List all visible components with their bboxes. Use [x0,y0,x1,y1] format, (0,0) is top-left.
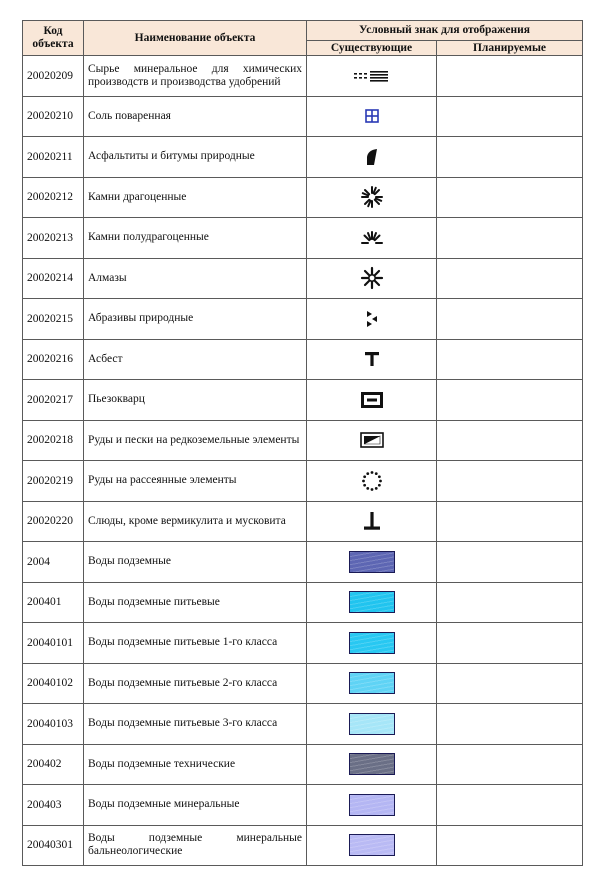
object-name: Руды и пески на редкоземельные элементы [84,420,307,461]
asphaltites-bitumen-icon [365,148,379,166]
object-code: 20040101 [23,623,84,664]
table-row [23,704,583,745]
planned-symbol-cell [437,785,583,826]
object-name: Соль поваренная [84,96,307,137]
table-row [23,461,583,502]
object-code: 20020216 [23,339,84,380]
table-salt-icon [365,109,379,123]
rare-earth-ores-icon [360,432,384,448]
header-symbol-group: Условный знак для отображения [307,21,583,41]
table-row [23,177,583,218]
planned-symbol-cell [437,704,583,745]
object-code: 200401 [23,582,84,623]
table-row [23,623,583,664]
planned-symbol-cell [437,623,583,664]
table-row [23,380,583,421]
object-name: Воды подземные питьевые [84,582,307,623]
natural-abrasives-icon [364,309,380,329]
drinking-class1-swatch [349,632,395,654]
table-row [23,501,583,542]
precious-stones-icon [360,185,384,209]
object-name: Воды подземные минеральные [84,785,307,826]
drinking-groundwater-swatch [349,591,395,613]
table-row [23,785,583,826]
object-name: Сырье минеральное для химических производств и производства удобрений [84,56,307,97]
object-name: Абразивы природные [84,299,307,340]
mica-icon [363,511,381,531]
header-existing: Существующие [307,41,437,56]
semiprecious-stones-icon [360,230,384,246]
object-code: 20020215 [23,299,84,340]
planned-symbol-cell [437,96,583,137]
object-name: Алмазы [84,258,307,299]
table-row [23,96,583,137]
object-code: 20020209 [23,56,84,97]
object-name: Воды подземные питьевые 3-го класса [84,704,307,745]
object-code: 20020219 [23,461,84,502]
piezoquartz-icon [361,392,383,408]
table-row [23,542,583,583]
object-code: 20020211 [23,137,84,178]
object-code: 20040102 [23,663,84,704]
planned-symbol-cell [437,299,583,340]
object-code: 2004 [23,542,84,583]
object-name: Воды подземные минеральные бальнеологические [84,825,307,866]
mineral-groundwater-swatch [349,794,395,816]
trace-element-ores-icon [361,470,383,492]
object-name: Воды подземные [84,542,307,583]
object-code: 20020213 [23,218,84,259]
table-row [23,420,583,461]
table-row [23,339,583,380]
drinking-class2-swatch [349,672,395,694]
groundwater-swatch [349,551,395,573]
object-name: Асфальтиты и битумы природные [84,137,307,178]
object-code: 20040301 [23,825,84,866]
planned-symbol-cell [437,137,583,178]
asbestos-icon [364,351,380,367]
planned-symbol-cell [437,501,583,542]
header-name: Наименование объекта [84,21,307,56]
chemical-raw-materials-icon [354,70,390,82]
table-row [23,137,583,178]
table-row [23,663,583,704]
object-name: Пьезокварц [84,380,307,421]
planned-symbol-cell [437,420,583,461]
object-code: 20020214 [23,258,84,299]
object-code: 200402 [23,744,84,785]
object-code: 20020218 [23,420,84,461]
header-planned: Планируемые [437,41,583,56]
object-code: 20020212 [23,177,84,218]
planned-symbol-cell [437,56,583,97]
planned-symbol-cell [437,461,583,502]
object-code: 20020210 [23,96,84,137]
planned-symbol-cell [437,663,583,704]
planned-symbol-cell [437,258,583,299]
planned-symbol-cell [437,825,583,866]
drinking-class3-swatch [349,713,395,735]
diamonds-icon [360,266,384,290]
planned-symbol-cell [437,218,583,259]
planned-symbol-cell [437,380,583,421]
object-name: Воды подземные технические [84,744,307,785]
object-name: Воды подземные питьевые 1-го класса [84,623,307,664]
legend-table [22,20,583,866]
table-row [23,582,583,623]
planned-symbol-cell [437,582,583,623]
object-name: Камни полудрагоценные [84,218,307,259]
object-code: 20020217 [23,380,84,421]
table-row [23,744,583,785]
table-row [23,258,583,299]
object-name: Слюды, кроме вермикулита и мусковита [84,501,307,542]
header-code: Код объекта [23,21,84,56]
table-row [23,56,583,97]
table-row [23,299,583,340]
balneological-groundwater-swatch [349,834,395,856]
object-name: Руды на рассеянные элементы [84,461,307,502]
object-name: Асбест [84,339,307,380]
technical-groundwater-swatch [349,753,395,775]
planned-symbol-cell [437,542,583,583]
table-row [23,825,583,866]
object-name: Воды подземные питьевые 2-го класса [84,663,307,704]
planned-symbol-cell [437,177,583,218]
object-code: 20020220 [23,501,84,542]
planned-symbol-cell [437,744,583,785]
table-row [23,218,583,259]
planned-symbol-cell [437,339,583,380]
object-code: 20040103 [23,704,84,745]
object-name: Камни драгоценные [84,177,307,218]
object-code: 200403 [23,785,84,826]
